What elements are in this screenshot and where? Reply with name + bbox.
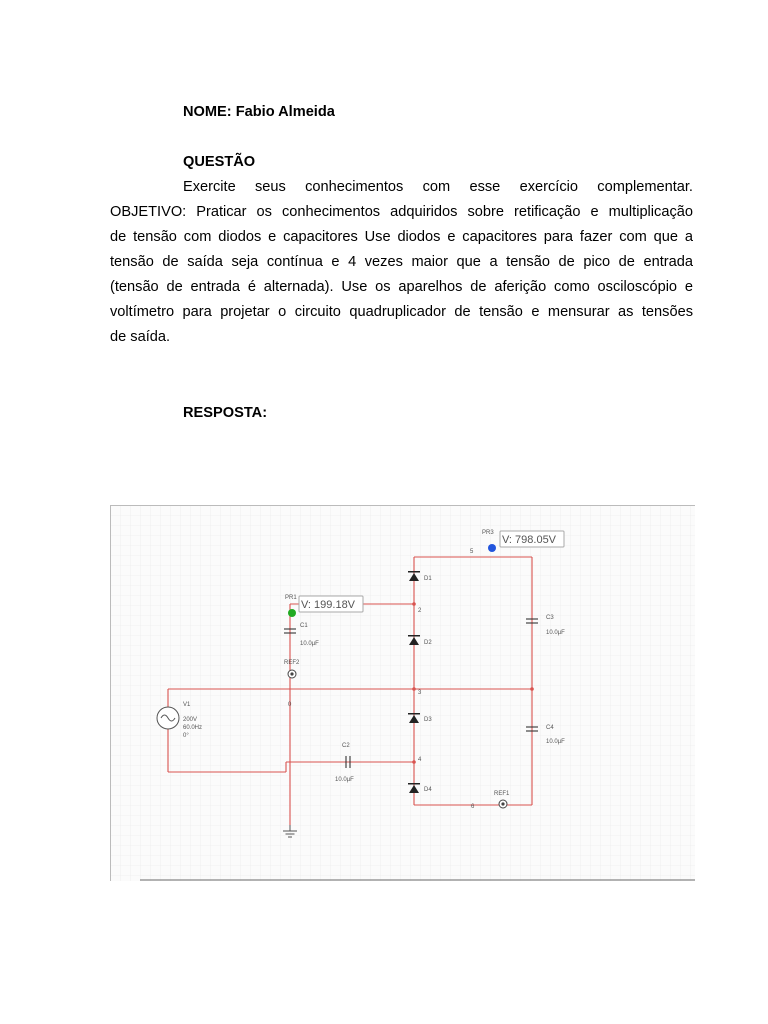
probe-pr3-name: PR3 <box>482 530 494 536</box>
question-line-2: OBJETIVO: Praticar os conhecimentos adquiridos sobre retificação e multiplicação <box>110 204 693 220</box>
node-0: 0 <box>288 702 292 708</box>
c4-name: C4 <box>546 725 554 731</box>
d3-label: D3 <box>424 717 432 723</box>
ref2-label: REF2 <box>284 660 300 666</box>
node-2: 2 <box>418 608 422 614</box>
question-line-6: voltímetro para projetar o circuito quadruplicador de tensão e mensurar as tensões <box>110 304 693 320</box>
node-5: 5 <box>470 549 474 555</box>
v1-phase: 0° <box>183 733 189 739</box>
name-label: NOME: Fabio Almeida <box>183 104 335 120</box>
probe-pr3-reading: V: 798.05V <box>502 534 557 546</box>
c3-name: C3 <box>546 615 554 621</box>
node-6: 6 <box>471 804 475 810</box>
answer-heading: RESPOSTA: <box>183 405 268 421</box>
question-line-5: (tensão de entrada é alternada). Use os aparelhos de aferição como osciloscópio e <box>110 279 693 295</box>
ref1-label: REF1 <box>494 791 510 797</box>
question-heading: QUESTÃO <box>183 154 256 170</box>
v1-name: V1 <box>183 702 191 708</box>
question-line-4: tensão de saída seja contínua e 4 vezes maior que a tensão de pico de entrada <box>110 254 693 270</box>
probe-pr1-dot <box>288 609 296 617</box>
d2-label: D2 <box>424 640 432 646</box>
node-3: 3 <box>418 690 422 696</box>
c2-value: 10.0µF <box>335 777 354 783</box>
c4-value: 10.0µF <box>546 739 565 745</box>
v1-voltage: 200V <box>183 717 198 723</box>
circuit-schematic <box>110 505 695 881</box>
question-line-1: Exercite seus conhecimentos com esse exercício complementar. <box>183 179 693 195</box>
c1-name: C1 <box>300 623 308 629</box>
v1-frequency: 60.0Hz <box>183 725 203 731</box>
d1-label: D1 <box>424 576 432 582</box>
circuit-svg <box>110 505 695 881</box>
probe-pr1-reading: V: 199.18V <box>301 599 356 611</box>
question-line-7: de saída. <box>110 329 171 345</box>
c1-value: 10.0µF <box>300 641 319 647</box>
question-line-3: de tensão com diodos e capacitores Use diodos e capacitores para fazer com que a <box>110 229 693 245</box>
ac-source <box>157 707 179 729</box>
probe-pr3-dot <box>488 544 496 552</box>
c3-value: 10.0µF <box>546 630 565 636</box>
probe-pr1-name: PR1 <box>285 595 297 601</box>
node-4: 4 <box>418 757 422 763</box>
d4-label: D4 <box>424 787 432 793</box>
c2-name: C2 <box>342 743 350 749</box>
